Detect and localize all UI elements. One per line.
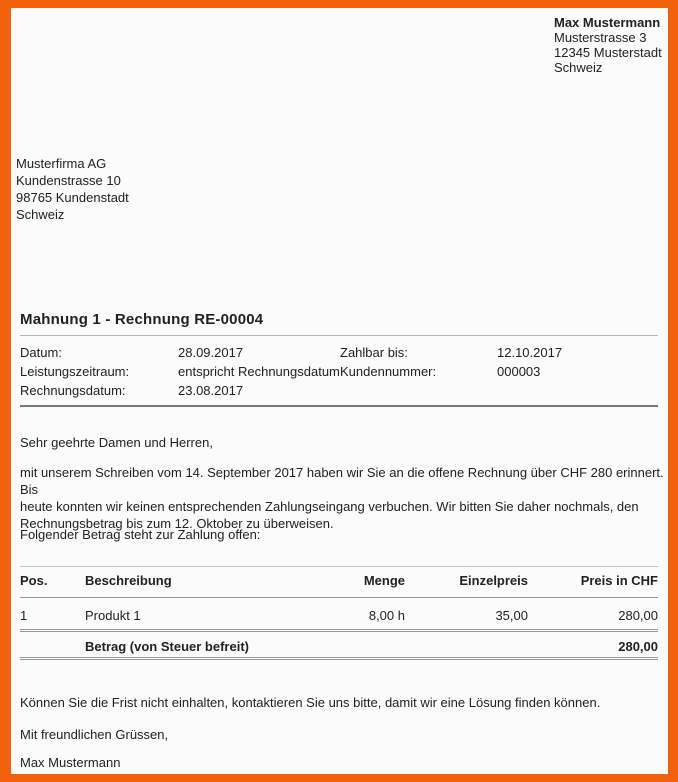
summary-label: Betrag (von Steuer befreit) (85, 639, 249, 654)
table-row (20, 608, 658, 623)
table-header-row (20, 573, 658, 588)
recipient-address-line: 98765 Kundenstadt (16, 190, 129, 205)
items-table (20, 566, 658, 660)
column-header-pos: Pos. (20, 573, 48, 588)
item-qty: 8,00 h (368, 608, 405, 623)
item-unit-price: 35,00 (495, 608, 528, 623)
meta-label: Zahlbar bis: (340, 345, 408, 360)
document-title: Mahnung 1 - Rechnung RE-00004 (20, 311, 264, 328)
meta-row (20, 343, 658, 362)
column-header-unit-price: Einzelpreis (459, 573, 528, 588)
summary-double-divider (20, 657, 658, 660)
sender-address-line: 12345 Musterstadt (554, 45, 662, 60)
sender-address-line: Schweiz (554, 60, 603, 75)
title-divider (20, 335, 658, 336)
closing-note: Können Sie die Frist nicht einhalten, kontaktieren Sie uns bitte, damit wir eine Lösung finden können. (20, 695, 601, 710)
body-line: Rechnungsbetrag bis zum 12. Oktober zu überweisen. (20, 516, 334, 531)
meta-label: Rechnungsdatum: (20, 383, 126, 398)
column-header-total: Preis in CHF (580, 573, 658, 588)
sender-address-block (554, 15, 662, 75)
meta-row (20, 362, 658, 381)
item-description: Produkt 1 (85, 608, 141, 623)
body-line: mit unserem Schreiben vom 14. September 2017 haben wir Sie an die offene Rechnung über CHF 280 erinnert. Bis (20, 465, 664, 497)
recipient-address-line: Musterfirma AG (16, 156, 107, 171)
column-header-qty: Menge (363, 573, 405, 588)
header-divider (20, 597, 658, 598)
item-pos: 1 (20, 608, 28, 623)
meta-value: 000003 (497, 364, 541, 379)
body-line: heute konnten wir keinen entsprechenden Zahlungseingang verbuchen. Wir bitten Sie daher nochmals, den (20, 499, 639, 514)
recipient-address-line: Schweiz (16, 207, 65, 222)
summary-spacer (405, 639, 528, 654)
summary-spacer (305, 639, 405, 654)
offer-line: Folgender Betrag steht zur Zahlung offen: (20, 527, 261, 542)
meta-label: Kundennummer: (340, 364, 437, 379)
meta-divider (20, 405, 658, 407)
meta-value: 23.08.2017 (178, 383, 244, 398)
invoice-meta-table (20, 343, 658, 400)
sender-name: Max Mustermann (554, 15, 661, 30)
meta-label: Leistungszeitraum: (20, 364, 130, 379)
signature-name: Max Mustermann (20, 755, 121, 770)
summary-total: 280,00 (618, 639, 658, 654)
document-page (11, 8, 668, 774)
meta-label: Datum: (20, 345, 62, 360)
meta-value: 28.09.2017 (178, 345, 244, 360)
table-top-divider (20, 566, 658, 567)
meta-value: entspricht Rechnungsdatum (178, 364, 340, 379)
meta-row (20, 381, 658, 400)
recipient-address-line: Kundenstrasse 10 (16, 173, 121, 188)
item-total: 280,00 (618, 608, 658, 623)
meta-value: 12.10.2017 (497, 345, 563, 360)
sender-address-line: Musterstrasse 3 (554, 30, 647, 45)
row-double-divider (20, 629, 658, 632)
regards-line: Mit freundlichen Grüssen, (20, 727, 169, 742)
body-paragraph (20, 464, 668, 532)
summary-spacer (20, 639, 85, 654)
recipient-address-block (16, 155, 129, 223)
salutation: Sehr geehrte Damen und Herren, (20, 435, 213, 450)
column-header-description: Beschreibung (85, 573, 172, 588)
table-summary-row (20, 639, 658, 654)
